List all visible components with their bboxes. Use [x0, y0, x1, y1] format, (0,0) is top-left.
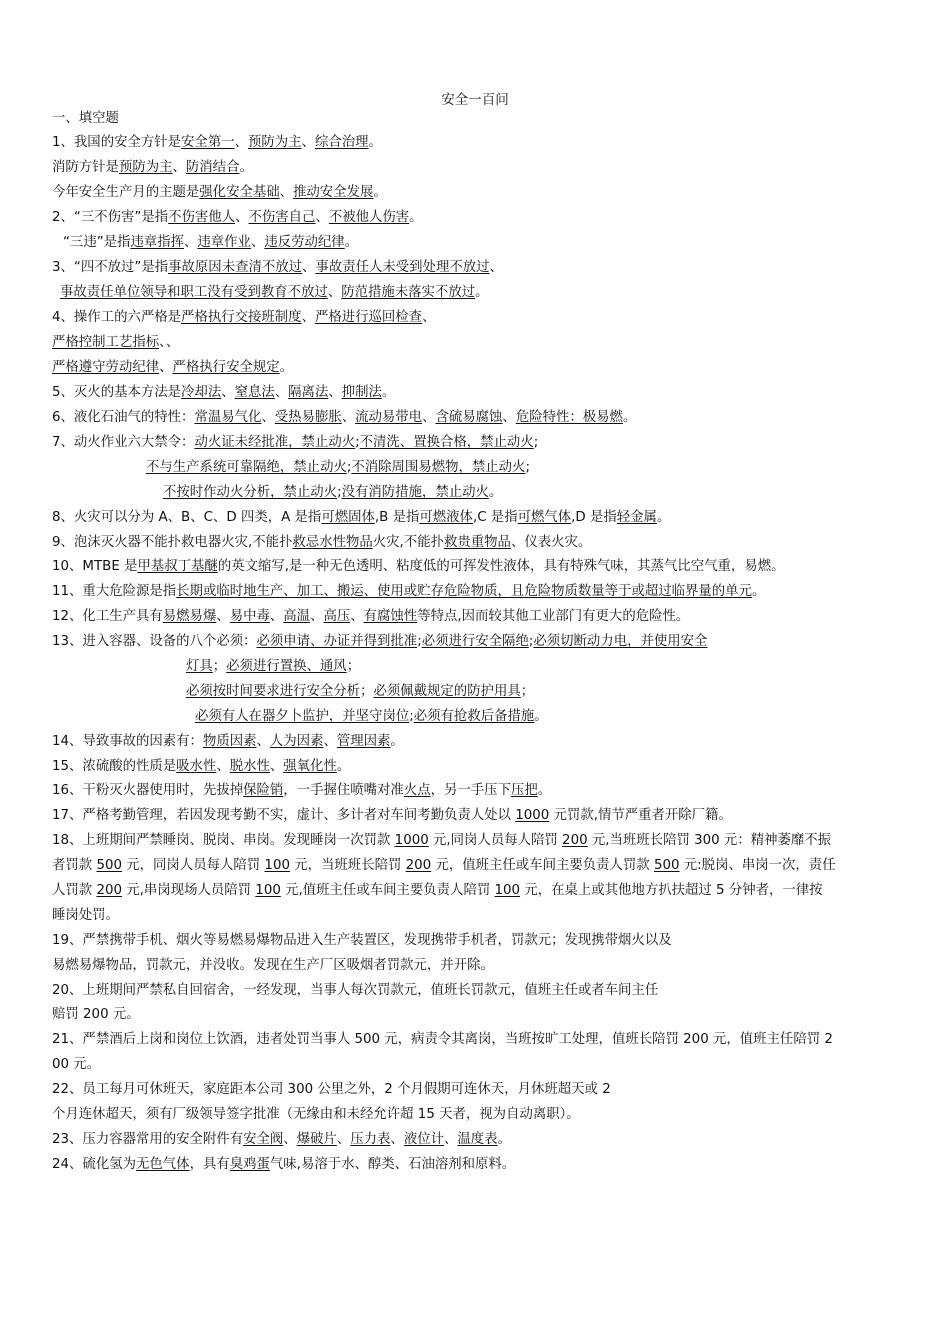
underlined-answer: 200 — [562, 833, 588, 848]
text-line — [52, 159, 253, 176]
text-segment: 。 — [537, 783, 552, 798]
text-segment: 、 — [422, 410, 436, 425]
text-line — [52, 1106, 580, 1123]
text-segment: 、 — [328, 385, 342, 400]
text-segment: 1、我国的安全方针是 — [52, 135, 182, 150]
text-line — [52, 359, 293, 376]
text-line — [52, 733, 404, 750]
text-segment: 等特点,因而较其他工业部门有更大的危险性。 — [417, 609, 690, 624]
text-segment: 。 — [390, 734, 404, 749]
text-segment: 赔罚 200 元。 — [52, 1007, 140, 1022]
underlined-answer: 严格执行交接班制度 — [181, 310, 302, 325]
text-segment: 。 — [622, 410, 637, 425]
text-segment: ； — [346, 659, 361, 674]
text-segment: ; — [355, 435, 360, 450]
text-segment: ，具有 — [189, 1157, 230, 1172]
text-segment: 、 — [221, 385, 235, 400]
text-segment: 、 — [256, 734, 270, 749]
text-segment: 、 — [216, 759, 230, 774]
text-segment: 。 — [381, 385, 396, 400]
underlined-answer: 100 — [494, 883, 521, 898]
underlined-answer: 隔离法 — [288, 385, 329, 400]
underlined-answer: 甲基叔丁基醚 — [137, 559, 218, 574]
text-segment: 睡岗处罚。 — [52, 908, 119, 923]
text-line — [60, 284, 489, 301]
text-segment: 元,串岗现场人员陪罚 — [122, 883, 256, 898]
underlined-answer: 可燃液体 — [419, 510, 473, 525]
text-segment: ,B 是指 — [374, 510, 420, 525]
underlined-answer: 100 — [255, 883, 281, 898]
text-segment: ，另一手压下 — [430, 783, 511, 798]
text-segment: 、 — [310, 609, 324, 624]
text-segment: ; — [337, 485, 342, 500]
text-segment: 今年安全生产月的主题是 — [52, 185, 200, 200]
text-line — [52, 434, 538, 451]
text-segment: 、 — [235, 210, 249, 225]
underlined-answer: 压力表 — [350, 1132, 391, 1147]
text-line — [52, 782, 551, 799]
underlined-answer: 不按时作动火分析，禁止动火 — [163, 485, 338, 500]
text-line — [186, 683, 534, 700]
text-segment: 6、液化石油气的特性： — [52, 410, 195, 425]
underlined-answer: 安全阀 — [243, 1132, 284, 1147]
underlined-answer: 200 — [405, 858, 432, 873]
text-segment: ; — [409, 709, 414, 724]
text-segment: 15、浓硫酸的性质是 — [52, 759, 177, 774]
text-segment: ; — [528, 634, 534, 649]
text-segment: ; — [525, 460, 530, 475]
text-line — [52, 633, 707, 650]
text-segment: 。 — [368, 135, 382, 150]
text-segment: 。 — [656, 510, 671, 525]
text-line — [52, 1031, 833, 1048]
underlined-answer: 长期或临时地生产、加工、搬运、使用或贮存危险物质，且危险物质数量等于或超过临界量的单元 — [176, 584, 752, 599]
text-line — [195, 708, 548, 725]
text-segment: 22、员工每月可休班天，家庭距本公司 300 公里之外，2 个月假期可连休天，月休班超天或 2 — [52, 1082, 611, 1097]
text-segment: 、仪表火灾。 — [510, 535, 592, 550]
underlined-answer: 综合治理 — [314, 135, 369, 150]
text-segment: 、 — [283, 1132, 297, 1147]
text-segment: “三违”是指 — [63, 235, 131, 250]
underlined-answer: 不与生产系统可靠隔绝，禁止动火 — [146, 460, 347, 475]
underlined-answer: 事故责任人未受到处理不放过 — [315, 260, 490, 275]
section-heading: 一、填空题 — [52, 111, 119, 126]
text-segment: 。 — [751, 584, 766, 599]
underlined-answer: 保险销 — [243, 783, 284, 798]
text-segment: 21、严禁酒后上岗和岗位上饮酒，违者处罚当事人 500 元，病责令其离岗，当班按旷工处理，值班长陪罚 200 元，值班主任陪罚 2 — [52, 1032, 833, 1047]
underlined-answer: 严格控制工艺指标 — [52, 335, 160, 350]
text-segment: 19、严禁携带手机、烟火等易燃易爆物品进入生产装置区，发现携带手机者，罚款元；发现携带烟火以及 — [52, 933, 672, 948]
text-line — [52, 932, 672, 949]
underlined-answer: 必须按时间要求进行安全分析 — [186, 684, 361, 699]
underlined-answer: 人为因素 — [269, 734, 324, 749]
text-line — [52, 384, 395, 401]
text-line — [52, 982, 658, 999]
text-segment: 13、进入容器、设备的八个必须： — [52, 634, 257, 649]
underlined-answer: 冷却法 — [181, 385, 222, 400]
document-title: 安全一百问 — [441, 92, 509, 108]
text-segment: 、 — [327, 285, 342, 300]
text-line — [186, 658, 360, 675]
text-segment: ; — [417, 634, 422, 649]
text-segment: 、 — [390, 1132, 404, 1147]
text-line — [52, 509, 670, 526]
text-segment: 。 — [344, 235, 359, 250]
underlined-answer: 臭鸡蛋 — [229, 1157, 270, 1172]
text-line — [52, 309, 435, 326]
text-line — [63, 234, 358, 251]
underlined-answer: 易中毒 — [229, 609, 270, 624]
text-segment: 、 — [250, 235, 265, 250]
text-line — [52, 409, 636, 426]
underlined-answer: 预防为主 — [118, 160, 173, 175]
underlined-answer: 不清洗、置换合格，禁止动火 — [359, 435, 534, 450]
text-segment: 、 — [315, 210, 329, 225]
text-line — [52, 857, 836, 874]
text-segment: 、、 — [159, 335, 180, 350]
text-segment: 气味,易溶于水、醇类、石油溶剂和原料。 — [269, 1157, 516, 1172]
underlined-answer: 必须进行安全隔绝 — [421, 634, 529, 649]
underlined-answer: 强化安全基础 — [199, 185, 280, 200]
underlined-answer: 500 — [96, 858, 122, 873]
text-segment: 元,值班主任或车间主要负责人陪罚 — [280, 883, 495, 898]
text-line — [163, 484, 502, 501]
underlined-answer: 救忌水性物品 — [292, 535, 373, 550]
text-line — [52, 1156, 515, 1173]
text-segment: 2、“三不伤害”是指 — [52, 210, 169, 225]
text-segment: 3、“四不放过”是指 — [52, 260, 169, 275]
text-segment: 4、操作工的六严格是 — [52, 310, 182, 325]
text-segment: 24、硫化氢为 — [52, 1157, 136, 1172]
underlined-answer: 易燃易爆 — [162, 609, 217, 624]
text-segment: ； — [212, 659, 227, 674]
underlined-answer: 事故原因未查清不放过 — [168, 260, 303, 275]
underlined-answer: 危险特性：极易燃 — [515, 410, 623, 425]
text-segment: 元，当班班长陪罚 — [289, 858, 406, 873]
underlined-answer: 100 — [264, 858, 290, 873]
text-segment: 、 — [234, 135, 248, 150]
text-segment: 、 — [336, 1132, 351, 1147]
text-segment: 元，值班主任或车间主要负责人罚款 — [431, 858, 654, 873]
underlined-answer: 火点 — [403, 783, 431, 798]
text-line — [52, 882, 823, 899]
underlined-answer: 不消除周围易燃物，禁止动火 — [351, 460, 526, 475]
underlined-answer: 违章指挥 — [130, 235, 184, 250]
text-segment: 、 — [443, 1132, 458, 1147]
underlined-answer: 含硫易腐蚀 — [435, 410, 503, 425]
underlined-answer: 防范措施未落实不放过 — [341, 285, 476, 300]
text-segment: 元:脱岗、串岗一次，责任 — [679, 858, 836, 873]
text-segment: 。 — [409, 210, 423, 225]
text-segment: 。 — [534, 709, 548, 724]
text-line — [52, 1006, 140, 1023]
text-line — [52, 807, 732, 824]
text-segment: ,D 是指 — [571, 510, 617, 525]
underlined-answer: 必须申请、办证并得到批准 — [256, 634, 418, 649]
underlined-answer: 压把 — [510, 783, 538, 798]
text-segment: ,C 是指 — [472, 510, 518, 525]
underlined-answer: 抑制法 — [341, 385, 382, 400]
underlined-answer: 必须佩戴规定的防护用具 — [373, 684, 521, 699]
underlined-answer: 高温 — [283, 609, 311, 624]
text-segment: 的英文缩写,是一种无色透明、粘度低的可挥发性液体，具有特殊气味，其蒸气比空气重，易燃。 — [217, 559, 785, 574]
underlined-answer: 必须有抢救后备措施 — [413, 709, 535, 724]
underlined-answer: 有腐蚀性 — [363, 609, 418, 624]
text-segment: ，一手握住喷嘴对准 — [283, 783, 404, 798]
underlined-answer: 必须切断动力电，并使用安全 — [533, 634, 708, 649]
text-line — [52, 534, 591, 551]
text-line — [52, 758, 350, 775]
text-segment: 。 — [336, 759, 351, 774]
underlined-answer: 受热易膨胀 — [274, 410, 342, 425]
underlined-answer: 无色气体 — [136, 1157, 190, 1172]
text-line — [52, 558, 784, 575]
underlined-answer: 严格遵守劳动纪律 — [52, 360, 160, 375]
underlined-answer: 常温易气化 — [194, 410, 262, 425]
text-segment: 、 — [279, 185, 294, 200]
text-line — [52, 1131, 511, 1148]
text-segment: 、 — [172, 160, 186, 175]
text-segment: 、 — [261, 410, 275, 425]
text-segment: 、 — [502, 410, 516, 425]
underlined-answer: 必须有人在器夕卜监护，并坚守岗位 — [195, 709, 410, 724]
underlined-answer: 救贵重物品 — [443, 535, 511, 550]
underlined-answer: 违章作业 — [197, 235, 251, 250]
text-segment: ; — [346, 460, 352, 475]
text-segment: 。 — [373, 185, 387, 200]
underlined-answer: 不伤害他人 — [168, 210, 236, 225]
underlined-answer: 1000 — [394, 833, 429, 848]
text-segment: 易燃易爆物品，罚款元，并没收。发现在生产厂区吸烟者罚款元，并开除。 — [52, 958, 494, 973]
underlined-answer: 没有消防措施，禁止动火 — [341, 485, 489, 500]
text-segment: 个月连休超天，须有厂级领导签字批准（无缘由和未经允许超 15 天者，视为自动离职）。 — [52, 1107, 580, 1122]
text-segment: 5、灭火的基本方法是 — [52, 385, 182, 400]
underlined-answer: 管理因素 — [336, 734, 391, 749]
underlined-answer: 1000 — [515, 808, 550, 823]
underlined-answer: 违反劳动纪律 — [264, 235, 345, 250]
underlined-answer: 温度表 — [457, 1132, 498, 1147]
text-segment: 8、火灾可以分为 A、B、C、D 四类，A 是指 — [52, 510, 322, 525]
underlined-answer: 脱水性 — [229, 759, 270, 774]
underlined-answer: 可燃固体 — [321, 510, 375, 525]
text-segment: 元，同岗人员每人陪罚 — [122, 858, 265, 873]
text-segment: 、 — [159, 360, 173, 375]
text-segment: 17、严格考勤管理，若因发现考勤不实，虚计、多计者对车间考勤负责人处以 — [52, 808, 516, 823]
underlined-answer: 吸水性 — [176, 759, 217, 774]
underlined-answer: 强氧化性 — [283, 759, 337, 774]
text-segment: 。 — [239, 160, 253, 175]
text-segment: ; — [533, 435, 539, 450]
text-segment: 00 元。 — [52, 1057, 101, 1072]
text-segment: ； — [360, 684, 374, 699]
text-line — [52, 184, 387, 201]
text-segment: 人罚款 — [52, 883, 97, 898]
text-line — [52, 209, 423, 226]
text-segment: 。 — [497, 1132, 511, 1147]
underlined-answer: 预防为主 — [248, 135, 302, 150]
text-line — [52, 957, 494, 974]
text-segment: 、 — [274, 385, 289, 400]
text-segment: 、 — [269, 759, 284, 774]
text-segment: 、 — [184, 235, 198, 250]
text-segment: 、 — [216, 609, 230, 624]
underlined-answer: 高压 — [323, 609, 351, 624]
underlined-answer: 安全第一 — [181, 135, 235, 150]
text-segment: 、 — [269, 609, 284, 624]
underlined-answer: 动火证未经批准，禁止动火 — [194, 435, 356, 450]
underlined-answer: 事故责任单位领导和职工没有受到教育不放过 — [60, 285, 328, 300]
text-segment: 。 — [488, 485, 503, 500]
underlined-answer: 轻金属 — [616, 510, 657, 525]
text-line — [52, 134, 382, 151]
text-segment: 、 — [341, 410, 356, 425]
underlined-answer: 推动安全发展 — [293, 185, 374, 200]
text-line — [52, 259, 503, 276]
text-segment: 元，在桌上或其他地方扒扶超过 5 分钟者，一律按 — [520, 883, 823, 898]
text-segment: 、 — [323, 734, 337, 749]
text-segment: 元罚款,情节严重者开除厂籍。 — [549, 808, 732, 823]
text-segment: 元,当班班长陪罚 300 元：精神萎靡不振 — [587, 833, 832, 848]
text-segment: 11、重大危险源是指 — [52, 584, 177, 599]
text-line — [52, 583, 765, 600]
underlined-answer: 液位计 — [403, 1132, 444, 1147]
text-segment: 。 — [475, 285, 489, 300]
text-line — [52, 907, 119, 924]
underlined-answer: 可燃气体 — [517, 510, 572, 525]
text-line — [52, 334, 179, 351]
text-line — [52, 1081, 611, 1098]
underlined-answer: 必须进行置换、通风 — [226, 659, 347, 674]
underlined-answer: 严格进行巡回检查 — [314, 310, 423, 325]
text-segment: 16、干粉灭火器使用时，先拔掉 — [52, 783, 244, 798]
underlined-answer: 爆破片 — [296, 1132, 337, 1147]
text-segment: ； — [520, 684, 535, 699]
text-line — [52, 1056, 100, 1073]
underlined-answer: 物质因素 — [202, 734, 257, 749]
text-segment: 火灾,不能扑 — [372, 535, 444, 550]
text-segment: 9、泡沫灭火器不能扑救电器火灾,不能扑 — [52, 535, 293, 550]
text-segment: 消防方针是 — [52, 160, 119, 175]
text-line — [52, 608, 689, 625]
text-segment: 14、导致事故的因素有： — [52, 734, 203, 749]
text-line — [146, 459, 530, 476]
underlined-answer: 灯具 — [186, 659, 213, 674]
underlined-answer: 防消结合 — [185, 160, 240, 175]
text-segment: 、 — [489, 260, 503, 275]
text-segment: 、 — [302, 260, 316, 275]
underlined-answer: 窒息法 — [234, 385, 275, 400]
underlined-answer: 不被他人伤害 — [328, 210, 410, 225]
underlined-answer: 200 — [96, 883, 122, 898]
text-segment: 12、化工生产具有 — [52, 609, 163, 624]
text-segment: 10、MTBE 是 — [52, 559, 138, 574]
text-segment: 、 — [422, 310, 436, 325]
underlined-answer: 严格执行安全规定 — [172, 360, 280, 375]
text-segment: 、 — [301, 310, 315, 325]
text-segment: 20、上班期间严禁私自回宿舍，一经发现，当事人每次罚款元，值班长罚款元，值班主任或者车间主任 — [52, 983, 659, 998]
underlined-answer: 流动易带电 — [355, 410, 423, 425]
text-segment: 、 — [350, 609, 364, 624]
text-segment: 者罚款 — [52, 858, 97, 873]
text-segment: 23、压力容器常用的安全附件有 — [52, 1132, 244, 1147]
underlined-answer: 不伤害自己 — [248, 210, 316, 225]
text-segment: 、 — [301, 135, 315, 150]
text-segment: 。 — [279, 360, 294, 375]
text-segment: 元,同岗人员每人陪罚 — [428, 833, 563, 848]
underlined-answer: 500 — [653, 858, 680, 873]
text-line — [52, 832, 831, 849]
text-segment: 7、动火作业六大禁令： — [52, 435, 195, 450]
text-segment: 18、上班期间严禁睡岗、脱岗、串岗。发现睡岗一次罚款 — [52, 833, 395, 848]
